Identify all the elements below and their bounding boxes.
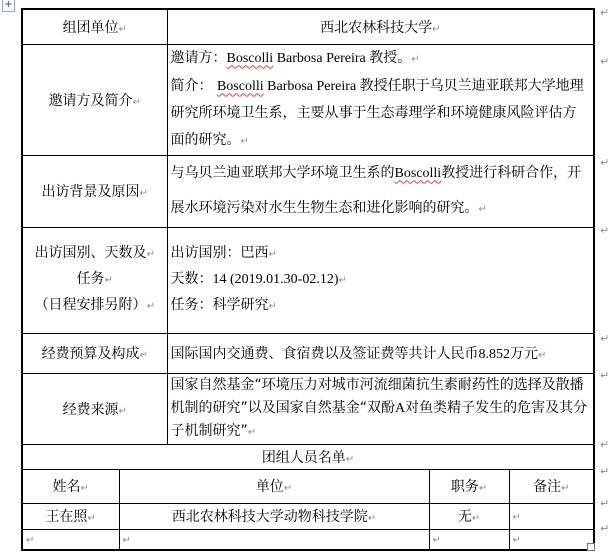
pilcrow-mark: ↵ [268, 301, 277, 312]
row-end-mark: ↵ [600, 6, 610, 19]
row-end-mark: ↵ [600, 438, 610, 451]
pilcrow-mark: ↵ [122, 535, 131, 547]
pilcrow-mark: ↵ [146, 249, 155, 260]
pilcrow-mark: ↵ [411, 53, 420, 65]
row-end-mark: ↵ [600, 224, 610, 237]
pilcrow-mark: ↵ [471, 513, 481, 524]
background-text: 与乌贝兰迪亚联邦大学环境卫生系的Boscolli教授进行科研合作，开展水环境污染对水生生物生态和进化影响的研究。↵ [170, 164, 582, 216]
visit-task: 任务：科学研究↵ [170, 297, 277, 313]
header-position-text: 职务 [450, 479, 479, 495]
pilcrow-mark: ↵ [26, 535, 35, 547]
pilcrow-mark: ↵ [478, 203, 487, 215]
pilcrow-mark: ↵ [512, 535, 521, 547]
cell-empty-name[interactable] [22, 529, 119, 550]
row-end-mark: ↵ [600, 497, 610, 510]
funding-label-text: 经费来源 [62, 401, 119, 418]
cell-org-label[interactable] [22, 9, 167, 44]
pilcrow-mark: ↵ [268, 249, 277, 260]
cell-header-position[interactable] [429, 469, 509, 503]
row-end-mark: ↵ [600, 55, 610, 68]
header-remark-text: 备注 [533, 479, 562, 495]
cell-empty-unit[interactable] [119, 529, 429, 550]
org-label-text: 组团单位 [62, 19, 119, 36]
cell-member-unit[interactable] [119, 503, 429, 529]
cell-background-label[interactable] [22, 155, 167, 227]
header-name-text: 姓名 [52, 479, 81, 495]
cell-header-remark[interactable] [509, 469, 594, 503]
pilcrow-mark: ↵ [118, 405, 127, 417]
pilcrow-mark: ↵ [538, 350, 547, 361]
invite-label-text: 邀请方及简介 [48, 92, 133, 109]
org-value-text: 西北农林科技大学 [320, 19, 433, 36]
pilcrow-mark: ↵ [118, 23, 127, 35]
trip-application-table [21, 8, 595, 551]
table-move-handle[interactable]: + [2, 0, 15, 12]
roster-title-text: 团组人员名单 [261, 449, 346, 466]
cell-invite-content[interactable] [167, 44, 594, 155]
pilcrow-mark: ↵ [338, 275, 347, 286]
budget-label-text: 经费预算及构成 [41, 346, 140, 362]
row-end-mark: ↵ [600, 156, 610, 169]
row-end-mark: ↵ [600, 369, 610, 382]
cell-budget-label[interactable] [22, 333, 167, 373]
cell-member-position[interactable] [429, 503, 509, 529]
pilcrow-mark: ↵ [240, 135, 249, 147]
member-unit-text: 西北农林科技大学动物科技学院 [171, 509, 368, 525]
row-end-mark: ↵ [600, 465, 610, 478]
member-position-text: 无 [457, 509, 472, 525]
cell-org-value[interactable] [167, 9, 594, 44]
pilcrow-mark: ↵ [283, 483, 293, 494]
budget-text: 国际国内交通费、食宿费以及签证费等共计人民币8.852万元↵ [170, 346, 547, 362]
pilcrow-mark: ↵ [80, 483, 89, 494]
cell-visit-content[interactable] [167, 227, 594, 333]
member-name-text: 王在照 [45, 509, 88, 525]
pilcrow-mark: ↵ [432, 23, 441, 35]
header-unit-text: 单位 [255, 479, 284, 495]
cell-header-name[interactable] [22, 469, 119, 503]
cell-roster-title[interactable] [22, 444, 594, 469]
pilcrow-mark: ↵ [478, 483, 488, 494]
invite-paragraph-1: 邀请方：Boscolli Barbosa Pereira 教授。↵ [170, 49, 420, 66]
background-label-text: 出访背景及原因 [41, 184, 140, 200]
pilcrow-mark: ↵ [104, 275, 113, 286]
spellcheck-word: Boscolli [226, 50, 274, 66]
row-end-mark: ↵ [600, 522, 610, 535]
visit-days: 天数：14 (2019.01.30-02.12)↵ [170, 271, 347, 287]
pilcrow-mark: ↵ [87, 513, 96, 524]
spellcheck-word: Boscolli [394, 165, 442, 181]
visit-country: 出访国别：巴西↵ [170, 245, 277, 261]
row-end-mark: ↵ [600, 332, 610, 345]
cell-funding-content[interactable] [167, 373, 594, 444]
cell-header-unit[interactable] [119, 469, 429, 503]
cell-background-content[interactable] [167, 155, 594, 227]
cell-empty-position[interactable] [429, 529, 509, 550]
pilcrow-mark: ↵ [345, 453, 355, 465]
visit-label-line3: （日程安排另附）↵ [34, 297, 155, 313]
pilcrow-mark: ↵ [139, 188, 148, 199]
cell-member-remark[interactable] [509, 503, 594, 529]
cell-funding-label[interactable] [22, 373, 167, 444]
spellcheck-word: Boscolli [216, 78, 264, 94]
cell-visit-label[interactable] [22, 227, 167, 333]
cell-member-name[interactable] [22, 503, 119, 529]
pilcrow-mark: ↵ [139, 350, 148, 361]
table-resize-handle[interactable] [587, 543, 595, 551]
pilcrow-mark: ↵ [247, 426, 257, 438]
visit-label-line2: 任务↵ [76, 271, 113, 287]
pilcrow-mark: ↵ [367, 513, 377, 524]
pilcrow-mark: ↵ [512, 512, 521, 523]
pilcrow-mark: ↵ [146, 301, 155, 312]
invite-paragraph-2: 简介： Boscolli Barbosa Pereira 教授任职于乌贝兰迪亚联邦大学地理研究所环境卫生系，主要从事于生态毒理学和环境健康风险评估方面的研究。↵ [170, 77, 584, 148]
pilcrow-mark: ↵ [132, 96, 141, 108]
cell-budget-content[interactable] [167, 333, 594, 373]
pilcrow-mark: ↵ [561, 483, 570, 494]
visit-label-line1: 出访国别、天数及↵ [34, 245, 155, 261]
cell-empty-remark[interactable] [509, 529, 594, 550]
pilcrow-mark: ↵ [432, 535, 441, 547]
cell-invite-label[interactable] [22, 44, 167, 155]
funding-text: 国家自然基金“环境压力对城市河流细菌抗生素耐药性的选择及散播机制的研究”以及国家自然基金“双酚A对鱼类精子发生的危害及其分子机制研究”↵ [170, 376, 588, 439]
